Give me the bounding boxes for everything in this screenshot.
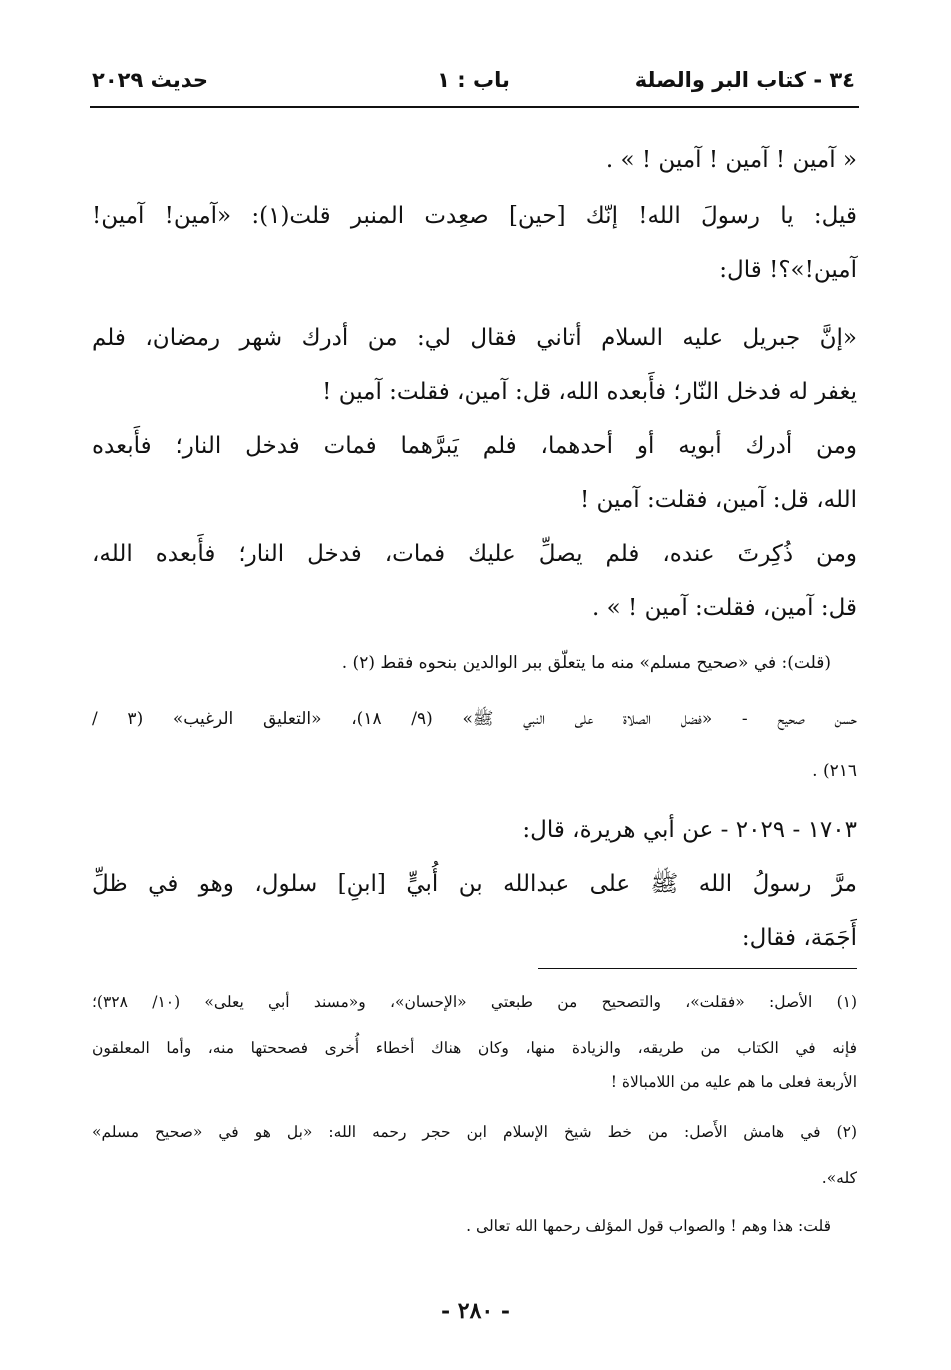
text-line: آمين!»؟! قال: bbox=[719, 257, 857, 283]
footnote-line: كله». bbox=[821, 1169, 857, 1187]
grading-line: ٢١٦) . bbox=[812, 761, 857, 781]
running-header bbox=[92, 62, 855, 102]
text-line: ومن أدرك أبويه أو أحدهما، فلم يَبرَّهما فمات فدخل النار؛ فأَبعده bbox=[92, 433, 857, 459]
text-line: يغفر له فدخل النّار؛ فأَبعده الله، قل: آمين، فقلت: آمين ! bbox=[322, 379, 857, 405]
editor-note: (قلت): في «صحيح مسلم» منه ما يتعلّق ببر الوالدين بنحوه فقط (٢) . bbox=[341, 653, 831, 673]
text-line: الله، قل: آمين، فقلت: آمين ! bbox=[579, 487, 857, 513]
header-hadith-number: حديث ٢٠٢٩ bbox=[92, 68, 208, 92]
text-line: « آمين ! آمين ! آمين ! » . bbox=[605, 147, 857, 173]
text-line: ومن ذُكِرتَ عنده، فلم يصلِّ عليك فمات، فدخل النار؛ فأَبعده الله، bbox=[92, 541, 857, 567]
grading-line: حسن صحيح - «فضل الصلاة على النبي ﷺ» (٩/ ١٨)، «التعليق الرغيب» (٣ / bbox=[92, 709, 858, 729]
text-line: مرَّ رسولُ الله ﷺ على عبدالله بن أُبيٍّ [ابنِ] سلول، وهو في ظلِّ bbox=[92, 871, 857, 897]
page-number: - ٢٨٠ - bbox=[440, 1298, 511, 1324]
text-line: قل: آمين، فقلت: آمين ! » . bbox=[592, 595, 857, 621]
header-chapter: باب : ١ bbox=[437, 68, 510, 92]
hadith-heading: ١٧٠٣ - ٢٠٢٩ - عن أبي هريرة، قال: bbox=[522, 817, 857, 843]
header-rule bbox=[90, 106, 859, 108]
footnote-line: الأربعة فعلى ما هم عليه من اللامبالاة ! bbox=[610, 1073, 857, 1091]
footnote-rule bbox=[538, 968, 857, 969]
footnote-line: قلت: هذا وهم ! والصواب قول المؤلف رحمها الله تعالى . bbox=[466, 1217, 831, 1235]
text-line: أَجَمَة، فقال: bbox=[741, 925, 857, 951]
text-line: «إنَّ جبريل عليه السلام أتاني فقال لي: من أدرك شهر رمضان، فلم bbox=[92, 325, 857, 351]
text-line: قيل: يا رسولَ الله! إنّك [حين] صعِدت المنبر قلت(١): «آمين! آمين! bbox=[92, 203, 857, 229]
footnote-line: (٢) في هامش الأَصل: من خط شيخ الإسلام ابن حجر رحمه الله: «بل هو في «صحيح مسلم» bbox=[92, 1123, 857, 1141]
header-book-title: ٣٤ - كتاب البر والصلة bbox=[634, 68, 855, 92]
footnote-line: (١) الأصل: «فقلت»، والتصحيح من طبعتي «الإحسان»، و«مسند أبي يعلى» (١٠/ ٣٢٨)؛ bbox=[92, 993, 858, 1011]
footnote-line: فإنه في الكتاب من طريقه، والزيادة منها، وكان هناك أخطاء أُخرى فصححتها منه، وأما المعلقون bbox=[92, 1039, 857, 1057]
